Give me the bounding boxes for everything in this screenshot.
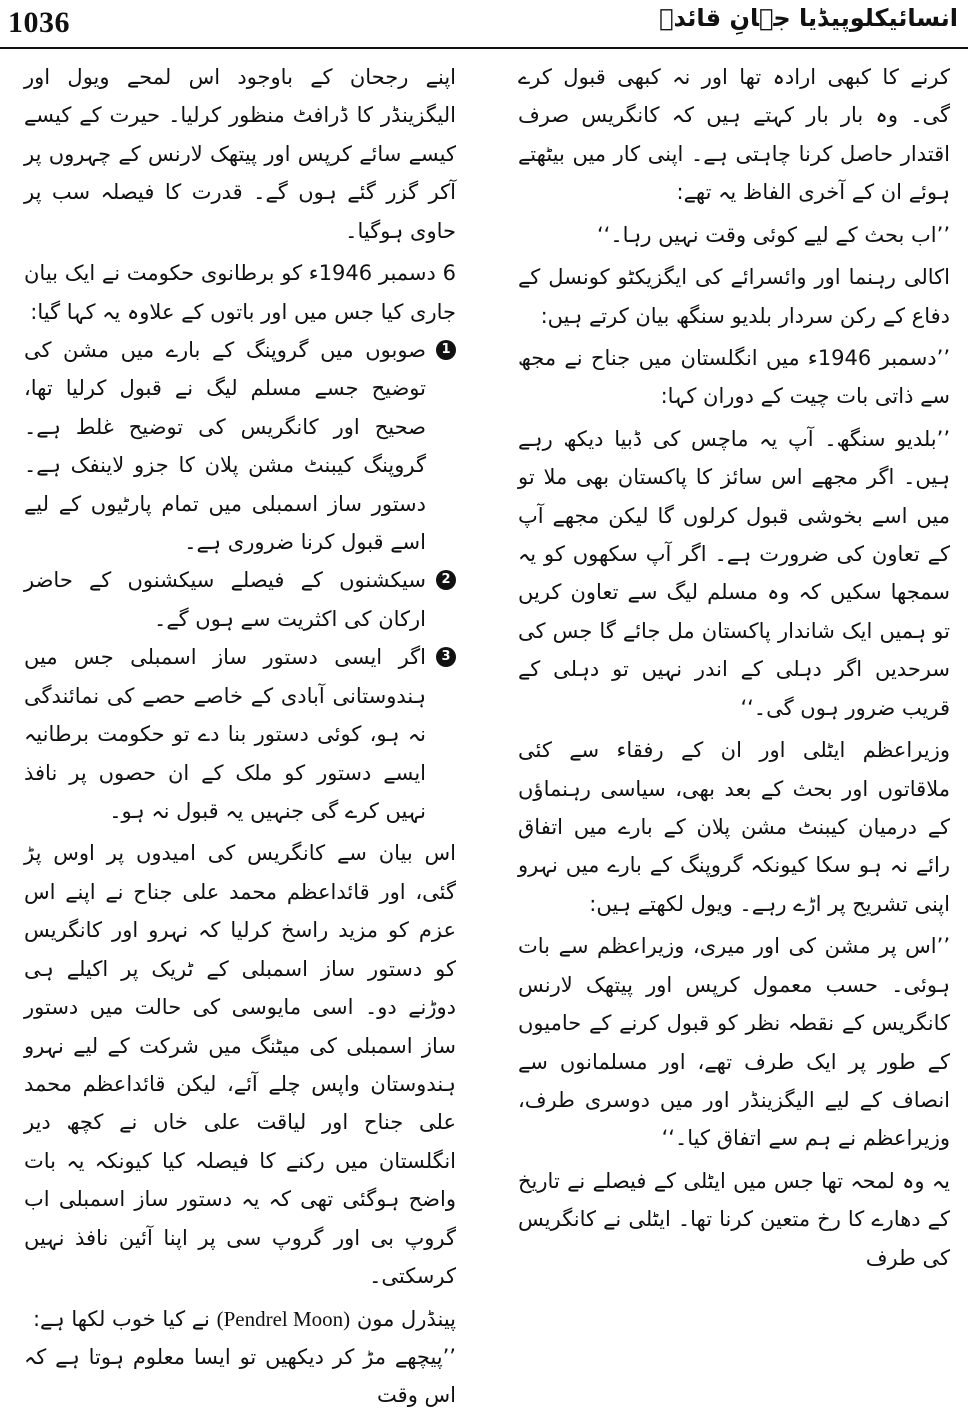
quote: ’’پیچھے مڑ کر دیکھیں تو ایسا معلوم ہوتا ہے کہ اس وقت	[24, 1344, 456, 1408]
number-badge: 2	[436, 570, 456, 590]
numbered-point	[24, 561, 456, 638]
paragraph: 6 دسمبر 1946ء کو برطانوی حکومت نے ایک بیان جاری کیا جس میں اور باتوں کے علاوہ یہ کہا گیا:	[24, 261, 456, 324]
paragraph: اکالی رہنما اور وائسرائے کی ایگزیکٹو کونسل کے دفاع کے رکن سردار بلدیو سنگھ بیان کرتے ہیں:	[518, 265, 950, 328]
paragraph-rest: نے کیا خوب لکھا ہے:	[32, 1306, 210, 1331]
numbered-point	[24, 331, 456, 562]
number-badge: 1	[436, 340, 456, 360]
left-column	[24, 58, 456, 1415]
paragraph	[24, 1300, 456, 1338]
paragraph: اپنے رجحان کے باوجود اس لمحے ویول اور الیگزینڈر کا ڈرافٹ منظور کرلیا۔ حیرت کے کیسے کیسے سائے کرپس اور پیتھک لارنس کے چہروں پر آکر گزر گئے ہوں گے۔ قدرت کا فیصلہ سب پر حاوی ہوگیا۔	[24, 65, 456, 243]
point-text: اگر ایسی دستور ساز اسمبلی جس میں ہندوستانی آبادی کے خاصے حصے کی نمائندگی نہ ہو، کوئی دستور بنا دے تو حکومت برطانیہ ایسے دستور کو ملک کے ان حصوں پر نافذ نہیں کرے گی جنہیں یہ قبول نہ ہو۔	[24, 645, 426, 824]
header-rule	[0, 47, 968, 49]
running-title: انسائیکلوپیڈیا جہانِ قائدؒ	[659, 4, 958, 32]
point-text: سیکشنوں کے فیصلے سیکشنوں کے حاضر ارکان کی اکثریت سے ہوں گے۔	[24, 568, 426, 631]
quote: ’’دسمبر 1946ء میں انگلستان میں جناح نے مجھ سے ذاتی بات چیت کے دوران کہا:	[518, 345, 950, 409]
number-badge: 3	[436, 647, 456, 667]
point-text: صوبوں میں گروپنگ کے بارے میں مشن کی توضیح جسے مسلم لیگ نے قبول کرلیا تھا، صحیح اور کانگریس کی توضیح غلط ہے۔ گروپنگ کیبنٹ مشن پلان کا جزو لاینفک ہے۔ دستور ساز اسمبلی میں تمام پارٹیوں کے لیے اسے قبول کرنا ضروری ہے۔	[24, 337, 426, 555]
numbered-point	[24, 638, 456, 830]
quote: ’’اب بحث کے لیے کوئی وقت نہیں رہا۔‘‘	[596, 222, 950, 247]
quote: ’’اس پر مشن کی اور میری، وزیراعظم سے بات ہوئی۔ حسب معمول کرپس اور پیتھک لارنس کانگریس کے نقطہ نظر کو قبول کرنے کے حامیوں کے طور پر ایک طرف تھے، اور مسلمانوں سے انصاف کے لیے الیگزینڈر اور میں دوسری طرف، وزیراعظم نے ہم سے اتفاق کیا۔‘‘	[518, 934, 950, 1151]
author-name-latin: (Pendrel Moon)	[216, 1306, 351, 1331]
text-columns	[0, 58, 968, 1408]
paragraph: کرنے کا کبھی ارادہ تھا اور نہ کبھی قبول کرے گی۔ وہ بار بار کہتے ہیں کہ کانگریس صرف اقتدار حاصل کرنا چاہتی ہے۔ اپنی کار میں بیٹھتے ہوئے ان کے آخری الفاظ یہ تھے:	[518, 65, 950, 205]
quote: ’’بلدیو سنگھ۔ آپ یہ ماچس کی ڈبیا دیکھ رہے ہیں۔ اگر مجھے اس سائز کا پاکستان بھی ملا تو میں اسے بخوشی قبول کرلوں گا لیکن مجھے آپ کے تعاون کی ضرورت ہے۔ اگر آپ سکھوں کو یہ سمجھا سکیں کہ وہ مسلم لیگ سے تعاون کریں تو ہمیں ایک شاندار پاکستان مل جائے گا جس کی سرحدیں اگر دہلی کے اندر نہیں تو دہلی کے قریب ضرور ہوں گی۔‘‘	[518, 426, 950, 720]
right-column	[518, 58, 950, 1277]
paragraph: یہ وہ لمحہ تھا جس میں ایٹلی کے فیصلے نے تاریخ کے دھارے کا رخ متعین کرنا تھا۔ ایٹلی نے کانگریس کی طرف	[518, 1168, 950, 1270]
author-name: پینڈرل مون	[356, 1306, 456, 1331]
paragraph: اس بیان سے کانگریس کی امیدوں پر اوس پڑ گئی، اور قائداعظم محمد علی جناح نے اپنے اس عزم کو مزید راسخ کرلیا کہ نہرو اور کانگریس کو دستور ساز اسمبلی کے ٹریک پر اکیلے ہی دوڑنے دو۔ اسی مایوسی کی حالت میں دستور ساز اسمبلی کی میٹنگ میں شرکت کے لیے نہرو ہندوستان واپس چلے آئے، لیکن قائداعظم محمد علی جناح اور لیاقت علی خاں نے کچھ دیر انگلستان میں رکنے کا فیصلہ کیا کیونکہ یہ بات واضح ہوگئی تھی کہ یہ دستور ساز اسمبلی اب گروپ بی اور گروپ سی پر اپنا آئین نافذ نہیں کرسکتی۔	[24, 841, 456, 1289]
paragraph: وزیراعظم ایٹلی اور ان کے رفقاء سے کئی ملاقاتوں اور بحث کے بعد بھی، سیاسی رہنماؤں کے درمیان کیبنٹ مشن پلان کے بارے میں اتفاق رائے نہ ہو سکا کیونکہ گروپنگ کے بارے میں نہرو اپنی تشریح پر اڑے رہے۔ ویول لکھتے ہیں:	[518, 738, 950, 916]
page-number: 1036	[8, 6, 70, 39]
page-header	[0, 0, 968, 50]
